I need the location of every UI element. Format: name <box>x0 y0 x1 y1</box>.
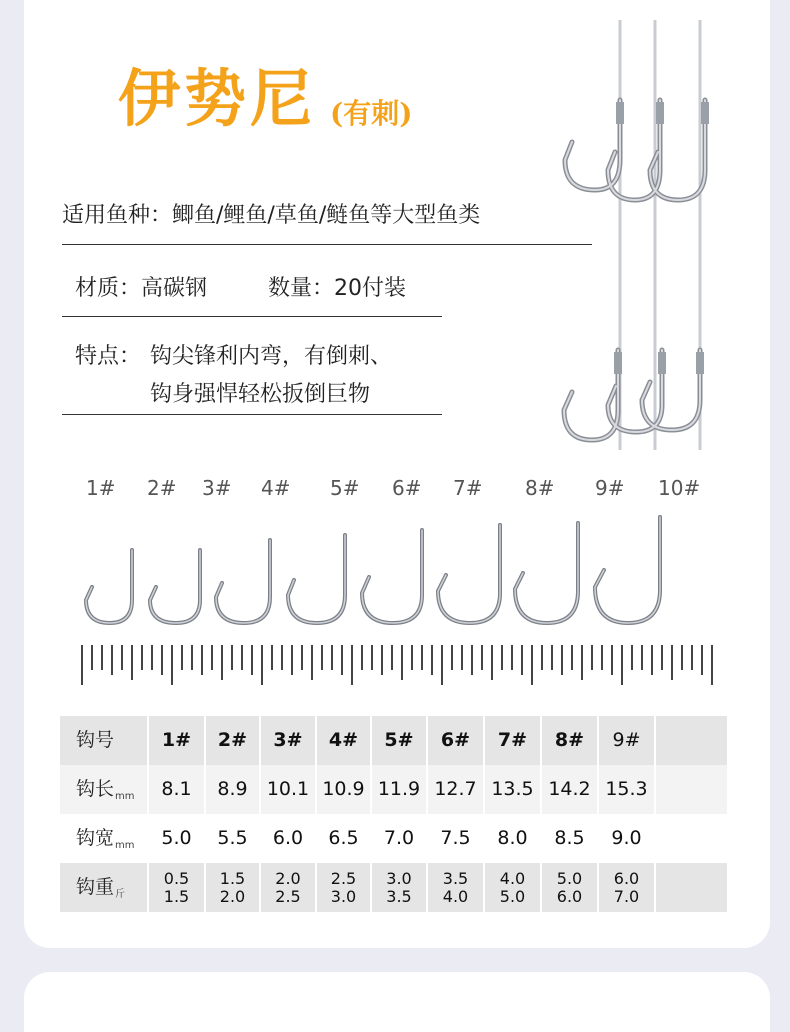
size-label: 6# <box>392 476 422 500</box>
column-divider <box>483 716 485 912</box>
table-cell: 8.0 <box>497 827 528 850</box>
size-label: 7# <box>453 476 483 500</box>
material-info: 材质：高碳钢 <box>75 276 208 301</box>
table-cell: 8.9 <box>217 778 248 801</box>
features-label: 特点： <box>75 344 142 369</box>
divider <box>62 244 592 245</box>
divider <box>62 316 442 317</box>
table-cell: 9# <box>612 729 641 752</box>
table-cell: 7.0 <box>383 827 415 850</box>
table-cell: 8.5 <box>554 827 585 850</box>
features-line-2: 钩身强悍轻松扳倒巨物 <box>150 382 371 407</box>
table-cell: 5.0 6.0 <box>556 868 583 906</box>
column-divider <box>370 716 372 912</box>
size-label: 4# <box>261 476 291 500</box>
table-cell: 7# <box>497 729 528 752</box>
table-cell: 3.0 3.5 <box>386 868 412 906</box>
size-label: 10# <box>658 476 701 500</box>
column-divider <box>315 716 317 912</box>
table-cell: 8.1 <box>161 778 192 801</box>
table-cell: 10.1 <box>266 778 310 801</box>
next-product-card <box>24 972 770 1032</box>
table-cell: 7.5 <box>440 827 471 850</box>
table-cell: 8# <box>554 729 585 752</box>
row-header-weight: 钩重 斤 <box>76 876 126 900</box>
table-cell: 2.0 2.5 <box>275 868 301 906</box>
table-cell: 1# <box>161 729 192 752</box>
column-divider <box>426 716 428 912</box>
hook-size-chart-icon <box>60 505 740 705</box>
table-row <box>60 765 727 814</box>
table-cell: 11.9 <box>377 778 421 801</box>
column-divider <box>540 716 542 912</box>
size-label: 3# <box>202 476 232 500</box>
table-cell: 4.0 5.0 <box>499 868 526 906</box>
product-subtitle: (有刺) <box>330 97 413 130</box>
table-cell: 14.2 <box>548 778 591 801</box>
table-cell: 2# <box>217 729 248 752</box>
row-header-length: 钩长 mm <box>76 778 135 802</box>
table-cell: 1.5 2.0 <box>219 868 246 906</box>
divider <box>62 414 442 415</box>
table-cell: 5# <box>384 729 414 752</box>
size-label: 2# <box>147 476 177 500</box>
table-cell: 3.5 4.0 <box>442 868 469 906</box>
table-cell: 9.0 <box>611 827 642 850</box>
product-title: 伊势尼 <box>118 62 317 135</box>
size-label: 8# <box>525 476 555 500</box>
table-cell: 5.5 <box>217 827 248 850</box>
row-header-number: 钩号 <box>76 729 115 752</box>
table-cell: 6# <box>440 729 471 752</box>
table-cell: 10.9 <box>322 778 365 801</box>
column-divider <box>259 716 261 912</box>
column-divider <box>147 716 149 912</box>
table-cell: 6.0 <box>272 827 304 850</box>
table-cell: 13.5 <box>491 778 534 801</box>
table-row <box>60 716 727 765</box>
table-cell: 15.3 <box>605 778 648 801</box>
column-divider <box>204 716 206 912</box>
table-cell: 6.0 7.0 <box>613 868 640 906</box>
species-info: 适用鱼种：鲫鱼/鲤鱼/草鱼/鲢鱼等大型鱼类 <box>62 203 481 228</box>
table-cell: 12.7 <box>434 778 477 801</box>
column-divider <box>654 716 656 912</box>
table-cell: 4# <box>328 729 359 752</box>
column-divider <box>597 716 599 912</box>
spec-table <box>60 716 727 912</box>
table-row <box>60 814 727 863</box>
size-label: 9# <box>595 476 625 500</box>
table-row <box>60 863 727 912</box>
table-cell: 5.0 <box>161 827 192 850</box>
size-label: 1# <box>86 476 116 500</box>
features-line-1: 钩尖锋利内弯，有倒刺、 <box>150 344 393 369</box>
table-cell: 0.5 1.5 <box>163 868 190 906</box>
hooks-illustration <box>550 20 770 450</box>
row-header-width: 钩宽 mm <box>76 827 135 851</box>
quantity-info: 数量：20付装 <box>268 276 406 301</box>
table-cell: 6.5 <box>328 827 359 850</box>
size-label: 5# <box>330 476 360 500</box>
table-cell: 2.5 3.0 <box>330 868 357 906</box>
table-cell: 3# <box>273 729 303 752</box>
